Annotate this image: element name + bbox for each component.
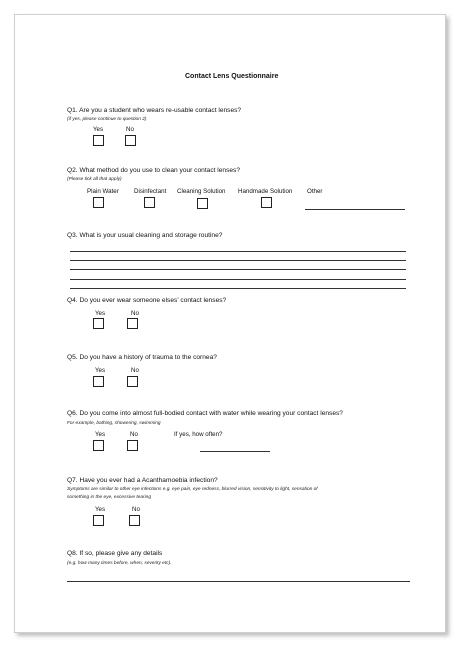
q2-question: Q2. What method do you use to clean your contact lenses? — [67, 167, 241, 174]
q3-answer-line[interactable] — [70, 269, 406, 270]
q6-followup-label: If yes, how often? — [174, 431, 223, 438]
q3-answer-line[interactable] — [70, 251, 406, 252]
q4-yes-checkbox[interactable] — [93, 318, 104, 329]
q6-question: Q6. Do you come into almost full-bodied contact with water while wearing your contact lenses? — [67, 410, 343, 417]
q7-no-label: No — [132, 506, 140, 513]
q3-answer-line[interactable] — [70, 288, 406, 289]
q7-question: Q7. Have you ever had a Acanthamoebia infection? — [67, 477, 218, 484]
q4-no-checkbox[interactable] — [127, 318, 138, 329]
q5-yes-label: Yes — [95, 367, 106, 374]
q6-no-label: No — [130, 431, 138, 438]
q8-question: Q8. If so, please give any details — [67, 550, 163, 557]
q7-hint: Symptoms are similar to other eye infections e.g. eye pain, eye redness, blurred vision, sensitivity to light, sensation of — [67, 487, 318, 492]
q7-hint: something in the eye, excessive tearing — [67, 495, 151, 500]
q1-no-checkbox[interactable] — [125, 135, 136, 146]
q2-option-cleaning-solution: Cleaning Solution — [177, 188, 226, 195]
q8-answer-line[interactable] — [67, 581, 410, 582]
q3-answer-line[interactable] — [70, 260, 406, 261]
q2-cleaning-solution-checkbox[interactable] — [197, 198, 208, 209]
q7-no-checkbox[interactable] — [129, 515, 140, 526]
q6-hint: For example, bathing, showering, swimming — [67, 421, 161, 426]
q1-hint: (if yes, please continue to question 2) — [67, 117, 147, 122]
q4-no-label: No — [131, 310, 139, 317]
q2-plain-water-checkbox[interactable] — [93, 197, 104, 208]
q2-option-handmade-solution: Handmade Solution — [238, 188, 293, 195]
q4-question: Q4. Do you ever wear someone elses' contact lenses? — [67, 297, 227, 304]
q5-yes-checkbox[interactable] — [93, 376, 104, 387]
q5-no-label: No — [131, 367, 139, 374]
q3-question: Q3. What is your usual cleaning and storage routine? — [67, 232, 223, 239]
q8-hint: (e.g. how many times before, when, severity etc). — [67, 561, 172, 566]
q2-handmade-solution-checkbox[interactable] — [261, 197, 272, 208]
q2-other-answer-line[interactable] — [305, 209, 405, 210]
q1-no-label: No — [126, 126, 134, 133]
q2-option-other: Other — [307, 188, 323, 195]
q1-yes-checkbox[interactable] — [93, 135, 104, 146]
q7-yes-label: Yes — [95, 506, 106, 513]
q7-yes-checkbox[interactable] — [93, 515, 104, 526]
q2-option-disinfectant: Disinfectant — [134, 188, 167, 195]
q1-yes-label: Yes — [93, 126, 104, 133]
q6-yes-label: Yes — [95, 431, 106, 438]
document-title: Contact Lens Questionnaire — [185, 73, 279, 80]
q2-hint: (Please tick all that apply) — [67, 177, 122, 182]
q5-question: Q5. Do you have a history of trauma to the cornea? — [67, 354, 217, 361]
q6-yes-checkbox[interactable] — [93, 440, 104, 451]
document-page — [14, 14, 446, 633]
q6-no-checkbox[interactable] — [127, 440, 138, 451]
q2-option-plain-water: Plain Water — [87, 188, 119, 195]
q4-yes-label: Yes — [95, 310, 106, 317]
q6-how-often-answer-line[interactable] — [200, 451, 270, 452]
q5-no-checkbox[interactable] — [127, 376, 138, 387]
q1-question: Q1. Are you a student who wears re-usable contact lenses? — [67, 107, 242, 114]
q2-disinfectant-checkbox[interactable] — [144, 197, 155, 208]
q3-answer-line[interactable] — [70, 279, 406, 280]
